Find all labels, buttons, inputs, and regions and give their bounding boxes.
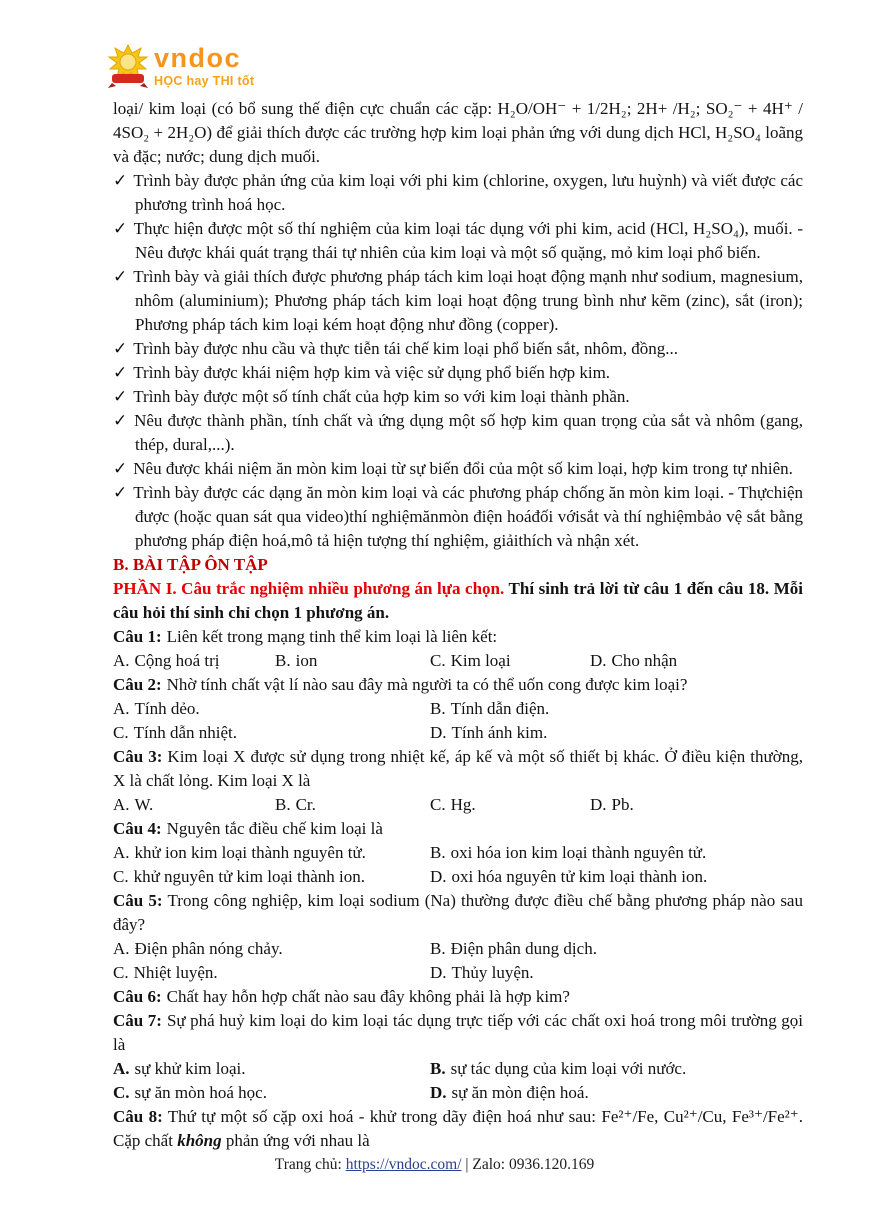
checkmark-icon: ✓ bbox=[113, 411, 129, 430]
intro-paragraph: loại/ kim loại (có bổ sung thế điện cực chuẩn các cặp: H₂O/OH⁻ + 1/2H₂; 2H+ /H₂; SO₂⁻ + 4H⁺ / 4SO₂ + 2H₂O) để giải thích được các trường hợp kim loại phản ứng với dung dịch HCl, H₂SO₄ loãng và đặc; nước; dung dịch muối. bbox=[113, 99, 803, 166]
option-d: D. oxi hóa nguyên tử kim loại thành ion. bbox=[430, 867, 708, 886]
checkmark-icon: ✓ bbox=[113, 483, 128, 502]
list-item: ✓ Trình bày được nhu cầu và thực tiễn tái chế kim loại phổ biến sắt, nhôm, đồng... bbox=[113, 339, 678, 358]
footer-suffix: | Zalo: 0936.120.169 bbox=[461, 1156, 595, 1173]
list-item: ✓ Trình bày được khái niệm hợp kim và việc sử dụng phổ biến hợp kim. bbox=[113, 363, 611, 382]
option-b: B. ion bbox=[275, 651, 318, 670]
brand-tagline: HỌC hay THI tốt bbox=[154, 73, 255, 88]
question-8: Câu 8: Thứ tự một số cặp oxi hoá - khử trong dãy điện hoá như sau: Fe²⁺/Fe, Cu²⁺/Cu, Fe³⁺/Fe²⁺. Cặp chất không phản ứng với nhau là bbox=[113, 1107, 803, 1150]
question-2: Câu 2: Nhờ tính chất vật lí nào sau đây mà người ta có thể uốn cong được kim loại? bbox=[113, 675, 688, 694]
option-d: D. Cho nhận bbox=[590, 651, 678, 670]
option-a: A. sự khử kim loại. bbox=[113, 1059, 246, 1078]
question-2-options bbox=[113, 697, 803, 745]
option-a: A. Điện phân nóng chảy. bbox=[113, 939, 283, 958]
option-b: B. Tính dẫn điện. bbox=[430, 699, 550, 718]
option-c: C. khử nguyên tử kim loại thành ion. bbox=[113, 867, 365, 886]
vndoc-logo bbox=[108, 44, 254, 88]
checkmark-icon: ✓ bbox=[113, 219, 128, 238]
option-a: A. W. bbox=[113, 795, 154, 814]
list-item: ✓ Thực hiện được một số thí nghiệm của kim loại tác dụng với phi kim, acid (HCl, H₂SO₄), muối. - Nêu được khái quát trạng thái tự nhiên của kim loại và một số quặng, mỏ kim loại phổ biến. bbox=[113, 219, 803, 262]
checkmark-icon: ✓ bbox=[113, 267, 128, 286]
section-b-title: B. BÀI TẬP ÔN TẬP bbox=[113, 555, 268, 574]
option-b: B. oxi hóa ion kim loại thành nguyên tử. bbox=[430, 843, 707, 862]
list-item: ✓ Trình bày và giải thích được phương pháp tách kim loại hoạt động mạnh như sodium, magnesium, nhôm (aluminium); Phương pháp tách kim loại hoạt động trung bình như kẽm (zinc), sắt (iron); Phương pháp tách kim loại kém hoạt động như đồng (copper). bbox=[113, 267, 803, 334]
document-body bbox=[113, 97, 803, 1153]
brand-name: vndoc bbox=[154, 42, 242, 73]
option-d: D. Pb. bbox=[590, 795, 634, 814]
list-item: ✓ Nêu được thành phần, tính chất và ứng dụng một số hợp kim quan trọng của sắt và nhôm (gang, thép, dural,...). bbox=[113, 411, 803, 454]
option-a: A. Cộng hoá trị bbox=[113, 651, 220, 670]
footer-prefix: Trang chủ: bbox=[274, 1156, 346, 1173]
checkmark-icon: ✓ bbox=[113, 363, 128, 382]
question-4-options bbox=[113, 841, 803, 889]
list-item: ✓ Trình bày được một số tính chất của hợp kim so với kim loại thành phần. bbox=[113, 387, 630, 406]
option-b: B. sự tác dụng của kim loại với nước. bbox=[430, 1059, 687, 1078]
option-d: D. Thủy luyện. bbox=[430, 963, 534, 982]
question-4: Câu 4: Nguyên tắc điều chế kim loại là bbox=[113, 819, 383, 838]
option-c: C. Kim loại bbox=[430, 651, 511, 670]
part1-red-text: PHẦN I. Câu trắc nghiệm nhiều phương án lựa chọn. bbox=[113, 579, 505, 598]
question-5-options bbox=[113, 937, 803, 985]
option-c: C. Tính dẫn nhiệt. bbox=[113, 723, 237, 742]
question-5: Câu 5: Trong công nghiệp, kim loại sodium (Na) thường được điều chế bằng phương pháp nào sau đây? bbox=[113, 891, 803, 934]
checkmark-icon: ✓ bbox=[113, 459, 128, 478]
checkmark-icon: ✓ bbox=[113, 339, 128, 358]
objectives-list bbox=[113, 169, 803, 553]
option-d: D. sự ăn mòn điện hoá. bbox=[430, 1083, 589, 1102]
question-6: Câu 6: Chất hay hỗn hợp chất nào sau đây không phải là hợp kim? bbox=[113, 987, 570, 1006]
page-footer bbox=[0, 1154, 869, 1176]
question-7-options bbox=[113, 1057, 803, 1105]
list-item: ✓ Trình bày được các dạng ăn mòn kim loại và các phương pháp chống ăn mòn kim loại. - Thựchiện được (hoặc quan sát qua video)thí nghiệmănmòn điện hoáđối vớisắt và thí nghiệmbảo vệ sắt bằng phương pháp điện hoá,mô tả hiện tượng thí nghiệm, giảithích và nhận xét. bbox=[113, 483, 803, 550]
question-7: Câu 7: Sự phá huỷ kim loại do kim loại tác dụng trực tiếp với các chất oxi hoá trong môi trường gọi là bbox=[113, 1011, 803, 1054]
option-d: D. Tính ánh kim. bbox=[430, 723, 548, 742]
part1-heading bbox=[113, 577, 803, 625]
option-b: B. Cr. bbox=[275, 795, 316, 814]
checkmark-icon: ✓ bbox=[113, 171, 128, 190]
home-link[interactable]: https://vndoc.com/ bbox=[345, 1156, 462, 1173]
option-c: C. sự ăn mòn hoá học. bbox=[113, 1083, 267, 1102]
part1-black-text: Thí sinh trả lời từ câu 1 đến câu 18. Mỗi câu hỏi thí sinh chỉ chọn 1 phương án. bbox=[113, 579, 804, 622]
option-b: B. Điện phân dung dịch. bbox=[430, 939, 597, 958]
question-1: Câu 1: Liên kết trong mạng tinh thể kim loại là liên kết: bbox=[113, 627, 498, 646]
question-1-options bbox=[113, 649, 803, 673]
vndoc-crest-icon bbox=[108, 44, 148, 88]
question-3-options bbox=[113, 793, 803, 817]
list-item: ✓ Nêu được khái niệm ăn mòn kim loại từ sự biến đổi của một số kim loại, hợp kim trong tự nhiên. bbox=[113, 459, 793, 478]
question-3: Câu 3: Kim loại X được sử dụng trong nhiệt kế, áp kế và một số thiết bị khác. Ở điều kiện thường, X là chất lỏng. Kim loại X là bbox=[113, 747, 803, 790]
emphasis-khong: không bbox=[177, 1131, 222, 1150]
list-item: ✓ Trình bày được phản ứng của kim loại với phi kim (chlorine, oxygen, lưu huỳnh) và viết được các phương trình hoá học. bbox=[113, 171, 804, 214]
option-c: C. Nhiệt luyện. bbox=[113, 963, 218, 982]
checkmark-icon: ✓ bbox=[113, 387, 128, 406]
option-a: A. khử ion kim loại thành nguyên tử. bbox=[113, 843, 366, 862]
option-c: C. Hg. bbox=[430, 795, 476, 814]
option-a: A. Tính dẻo. bbox=[113, 699, 200, 718]
